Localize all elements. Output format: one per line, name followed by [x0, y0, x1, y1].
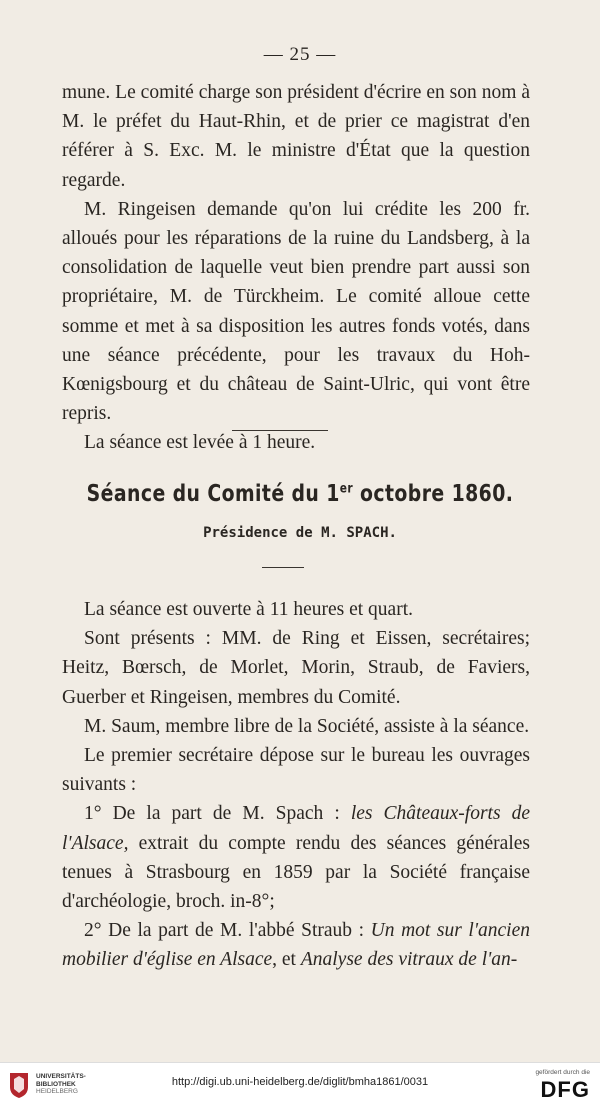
list-item-1: 1° De la part de M. Spach : les Châteaux-forts de l'Alsace, extrait du compte rendu des séances générales tenues à Strasbourg en 1859 par la Société française d'archéologie, broch. in-8°;	[62, 803, 530, 913]
paragraph-continuation: mune. Le comité charge son président d'écrire en son nom à M. le préfet du Haut-Rhin, et de prier ce magistrat d'en référer à S. Exc. M. le ministre d'État que la question regarde.	[62, 82, 530, 191]
dfg-logo: DFG	[540, 1077, 590, 1102]
divider-rule	[232, 430, 328, 431]
section-title: Séance du Comité du 1er octobre 1860.	[86, 481, 514, 507]
paragraph-ouverture: La séance est ouverte à 11 heures et quart.	[84, 599, 413, 620]
section-subtitle: Présidence de M. SPACH.	[203, 525, 397, 541]
bottom-text-block	[62, 595, 530, 975]
paragraph-saum: M. Saum, membre libre de la Société, assiste à la séance.	[84, 715, 530, 737]
list-item-2: 2° De la part de M. l'abbé Straub : Un mot sur l'ancien mobilier d'église en Alsace, et Analyse des vitraux de l'an-	[62, 920, 530, 971]
paragraph-seance-levee: La séance est levée à 1 heure.	[84, 432, 316, 454]
short-divider-rule	[262, 567, 304, 568]
funded-by-label: gefördert durch die	[535, 1069, 590, 1076]
viewer-footer	[0, 1062, 600, 1108]
top-text-block	[62, 78, 530, 458]
permalink-url[interactable]: http://digi.ub.uni-heidelberg.de/diglit/bmha1861/0031	[171, 1076, 429, 1088]
library-name: UNIVERSITÄTS- BIBLIOTHEK HEIDELBERG	[36, 1073, 86, 1095]
page-number: — 25 —	[263, 44, 337, 65]
paragraph-ringeisen: M. Ringeisen demande qu'on lui crédite les 200 fr. alloués pour les réparations de la ruine du Landsberg, à la consolidation de laquelle veut bien prendre part aussi son propriétaire, M. de Türckheim. Le comité alloue cette somme et met à sa disposition les autres fonds votés, dans une séance précédente, pour les travaux du Hoh-Kœnigsbourg et du château de Saint-Ulric, qui vont être repris.	[62, 198, 530, 425]
paragraph-ouvrages: Le premier secrétaire dépose sur le bureau les ouvrages suivants :	[62, 745, 530, 796]
paragraph-presents: Sont présents : MM. de Ring et Eissen, secrétaires; Heitz, Bœrsch, de Morlet, Morin, Straub, de Faviers, Guerber et Ringeisen, membres du Comité.	[62, 628, 530, 708]
